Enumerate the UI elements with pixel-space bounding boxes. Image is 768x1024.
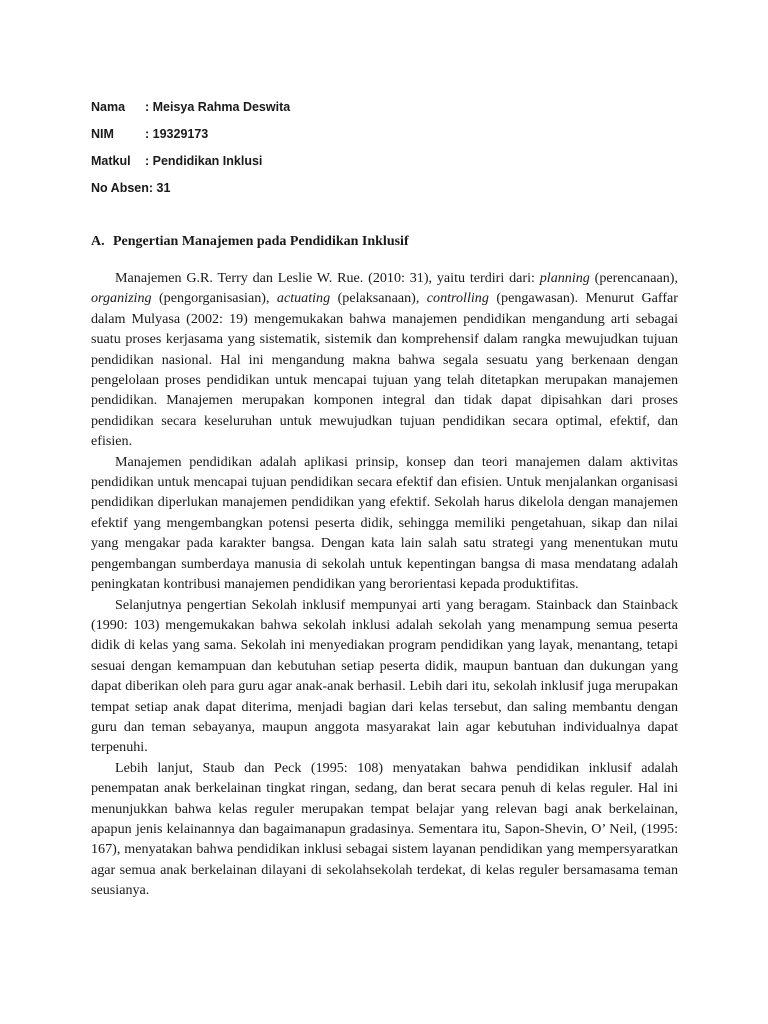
paragraph1-part2: (perencanaan), [589,270,678,286]
body-text [91,268,678,901]
name-row [91,93,290,120]
paragraph-management-definition [91,268,678,452]
paragraph1-part3: (pengorganisasian), [151,290,277,307]
absence-number-row [91,174,290,201]
nim-value: : 19329173 [145,126,209,141]
term-planning: planning [539,270,590,286]
name-value: : Meisya Rahma Deswita [145,99,291,114]
paragraph-inclusive-school: Selanjutnya pengertian Sekolah inklusif mempunyai arti yang beragam. Stainback dan Stainback (1990: 103) mengemukakan bahwa sekolah inklusi adalah sekolah yang menampung semua peserta didik di kelas yang sama. Sekolah ini menyediakan program pendidikan yang layak, menantang, tetapi sesuai dengan kemampuan dan kebutuhan setiap peserta didik, maupun bantuan dan dukungan yang dapat diberikan oleh para guru agar anak-anak berhasil. Lebih dari itu, sekolah inklusif juga merupakan tempat setiap anak dapat diterima, menjadi bagian dari kelas tersebut, dan saling membantu dengan guru dan teman sebayanya, maupun anggota masyarakat lain agar kebutuhan individualnya dapat terpenuhi. [91,596,678,756]
term-actuating: actuating [276,290,331,307]
term-controlling: controlling [426,290,489,307]
nim-row [91,120,290,147]
section-number: A. [91,234,105,249]
course-label: Matkul [91,153,131,168]
paragraph1-part1: Manajemen G.R. Terry dan Leslie W. Rue. (2010: 31), yaitu terdiri dari: [115,270,540,286]
section-heading [91,234,409,250]
term-organizing: organizing [91,290,152,307]
section-title: Pengertian Manajemen pada Pendidikan Inklusif [113,234,409,249]
course-value: : Pendidikan Inklusi [145,153,263,168]
paragraph1-part4: (pelaksanaan), [330,290,427,307]
absence-number-label: No Absen [91,180,149,195]
nim-label: NIM [91,126,114,141]
paragraph-education-management: Manajemen pendidikan adalah aplikasi prinsip, konsep dan teori manajemen dalam aktivitas pendidikan untuk mencapai tujuan pendidikan secara efektif dan efisien. Untuk menjalankan organisasi pendidikan diperlukan manajemen pendidikan yang efektif. Sekolah harus dikelola dengan manajemen efektif yang mengembangkan potensi peserta didik, sehingga memiliki pengetahuan, sikap dan nilai yang mengakar pada karakter bangsa. Dengan kata lain salah satu strategi yang menentukan mutu pengembangan sumberdaya manusia di sekolah untuk kepentingan bangsa di masa mendatang adalah peningkatan kontribusi manajemen pendidikan yang berorientasi kepada produktifitas. [91,453,678,593]
course-row [91,147,290,174]
paragraph-inclusive-education: Lebih lanjut, Staub dan Peck (1995: 108) menyatakan bahwa pendidikan inklusif adalah penempatan anak berkelainan tingkat ringan, sedang, dan berat secara penuh di kelas reguler. Hal ini menunjukkan bahwa kelas reguler merupakan tempat belajar yang relevan bagi anak berkelainan, apapun jenis kelainannya dan bagaimanapun gradasinya. Sementara itu, Sapon-Shevin, O’ Neil, (1995: 167), menyatakan bahwa pendidikan inklusi sebagai sistem layanan pendidikan yang mempersyaratkan agar semua anak berkelainan dilayani di sekolahsekolah terdekat, di kelas reguler bersamasama teman seusianya. [91,759,678,899]
name-label: Nama [91,99,126,114]
student-identity-block [91,93,290,201]
paragraph1-part5: (pengawasan). Menurut Gaffar dalam Mulyasa (2002: 19) mengemukakan bahwa manajemen pendidikan mengandung arti sebagai suatu proses kerjasama yang sistematik, sistemik dan komprehensif dalam rangka mewujudkan tujuan pendidikan nasional. Hal ini mengandung makna bahwa segala sesuatu yang berkenaan dengan pengelolaan proses pendidikan untuk mencapai tujuan yang telah ditetapkan merupakan manajemen pendidikan. Manajemen merupakan komponen integral dan tidak dapat dipisahkan dari proses pendidikan secara keseluruhan untuk mewujudkan tujuan pendidikan secara optimal, efektif, dan efisien. [91,290,679,450]
absence-number-value: : 31 [148,180,171,195]
